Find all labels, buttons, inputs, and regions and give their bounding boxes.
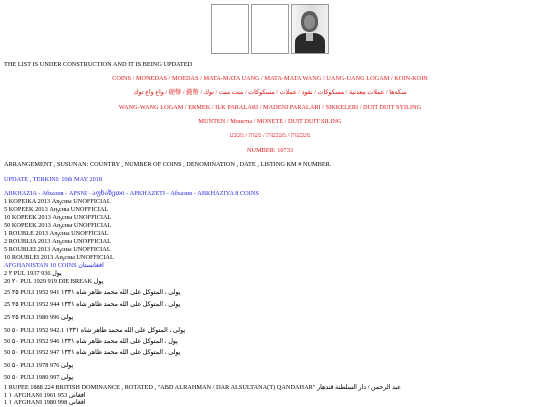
list-item: 1 RUPEE 1888 224 BRITISH DOMINANCE , ROTATED , "ABD ALRAHMAN / DAR ALSULTANA(T) QANDAHAR" عبد الرحمن / دار السلطنة قندهار [4, 384, 401, 391]
list-item: 50 ٥٠ PULI 1952 942.1 پولی ، المتوكل على الله محمد ظاهر شاه ١٣٣١ [4, 327, 186, 334]
list-item: 1 ١ AFGHANI 1961 953 افغانی [4, 392, 86, 399]
afghanistan-header[interactable]: AFGHANISTAN 10 COINS افغانستان [4, 262, 104, 269]
coins-line-1: COINS / MONEDAS / MOEDAS / MATA-MATA UANG / MATA-MATA WANG / UANG-UANG LOGAM / KOIN-KOIN [112, 75, 428, 82]
abkhazia-header[interactable]: ABKHAZIA - Абхазия - APSNI - აფხაზეთი - APKHAZETI - Абхазия - ABKHAZIYA 8 COINS [4, 190, 259, 197]
portrait-photo [291, 4, 329, 54]
coins-line-5: מטבעות / מטבעות / מעות / מטבע [229, 132, 311, 139]
list-item: 10 ROUBLEI 2013 Аҧсны UNOFFICIAL [4, 254, 114, 261]
list-item: 50 ٥٠ PULI 1952 947 پولی ، المتوكل على الله محمد ظاهر شاه ١٣٣١ [4, 349, 181, 356]
arrangement-text: ARRANGEMENT , SUSUNAN: COUNTRY , NUMBER OF COINS , DENOMINATION , DATE , LISTING KM # NUMBER. [4, 161, 332, 168]
list-item: 25 ٢٥ PULI 1980 996 پولی [4, 314, 74, 321]
list-item: 10 KOPEEK 2013 Аҧсны UNOFFICIAL [4, 214, 112, 221]
list-item: 50 ٥٠ PULI 1952 946 پول ، المتوكل على الله محمد ظاهر شاه ١٣٣١ [4, 338, 178, 345]
list-item: 2 ROUBLIA 2013 Аҧсны UNOFFICIAL [4, 238, 112, 245]
list-item: 25 ٢٥ PULI 1952 941 پولی ، المتوكل على الله محمد ظاهر شاه ١٣٣١ [4, 289, 181, 296]
blank-image-1 [211, 4, 249, 54]
list-item: 50 ٥٠ PULI 1978 976 پولی [4, 362, 74, 369]
list-item: 1 KOPEIKA 2013 Аҧсны UNOFFICIAL [4, 198, 111, 205]
list-item: 5 KOPEEK 2013 Аҧсны UNOFFICIAL [4, 206, 109, 213]
list-item: 5 ROUBLEI 2013 Аҧсны UNOFFICIAL [4, 246, 111, 253]
update-text: UPDATE , TERKINI: 10th MAY 2018 [4, 176, 103, 183]
blank-image-2 [251, 4, 289, 54]
list-item: 1 ١ AFGHANI 1980 998 افغانی [4, 399, 86, 406]
coins-line-4: MUNTEN / Монеты / MONETE / DUIT DUIT SILING [198, 118, 342, 125]
construction-notice: THE LIST IS UNDER CONSTRUCTION AND IT IS BEING UPDATED [4, 61, 193, 68]
list-item: 1 ROUBLE 2013 Аҧсны UNOFFICIAL [4, 230, 109, 237]
list-item: 50 KOPEEK 2013 Аҧсны UNOFFICIAL [4, 222, 112, 229]
coins-line-3: WANG-WANG LOGAM / ERMEK / ILK PARALARI / MADENI PARALARI / SIKKELERI / DUIT DUIT SYILING [118, 104, 422, 111]
list-item: 2 ٢ PUL 1937 936 پول [4, 270, 62, 277]
list-item: 50 ٥٠ PULI 1980 997 پولی [4, 374, 74, 381]
number-label: NUMBER: 10733 [246, 147, 293, 154]
list-item: 20 ٢٠ PUL 1929 919 DIE BREAK پول [4, 278, 104, 285]
list-item: 25 ٢٥ PULI 1952 944 پولی ، المتوكل على الله محمد ظاهر شاه ١٣٣١ [4, 301, 181, 308]
header-image-row [0, 4, 540, 54]
coins-line-2: واع واع توك / 硬幣 / 錢幣 / سکه‌ها / عملات معدنية / مسکوکات / نقود / عملات / مسکوکات / منت منت / توك [133, 89, 407, 96]
